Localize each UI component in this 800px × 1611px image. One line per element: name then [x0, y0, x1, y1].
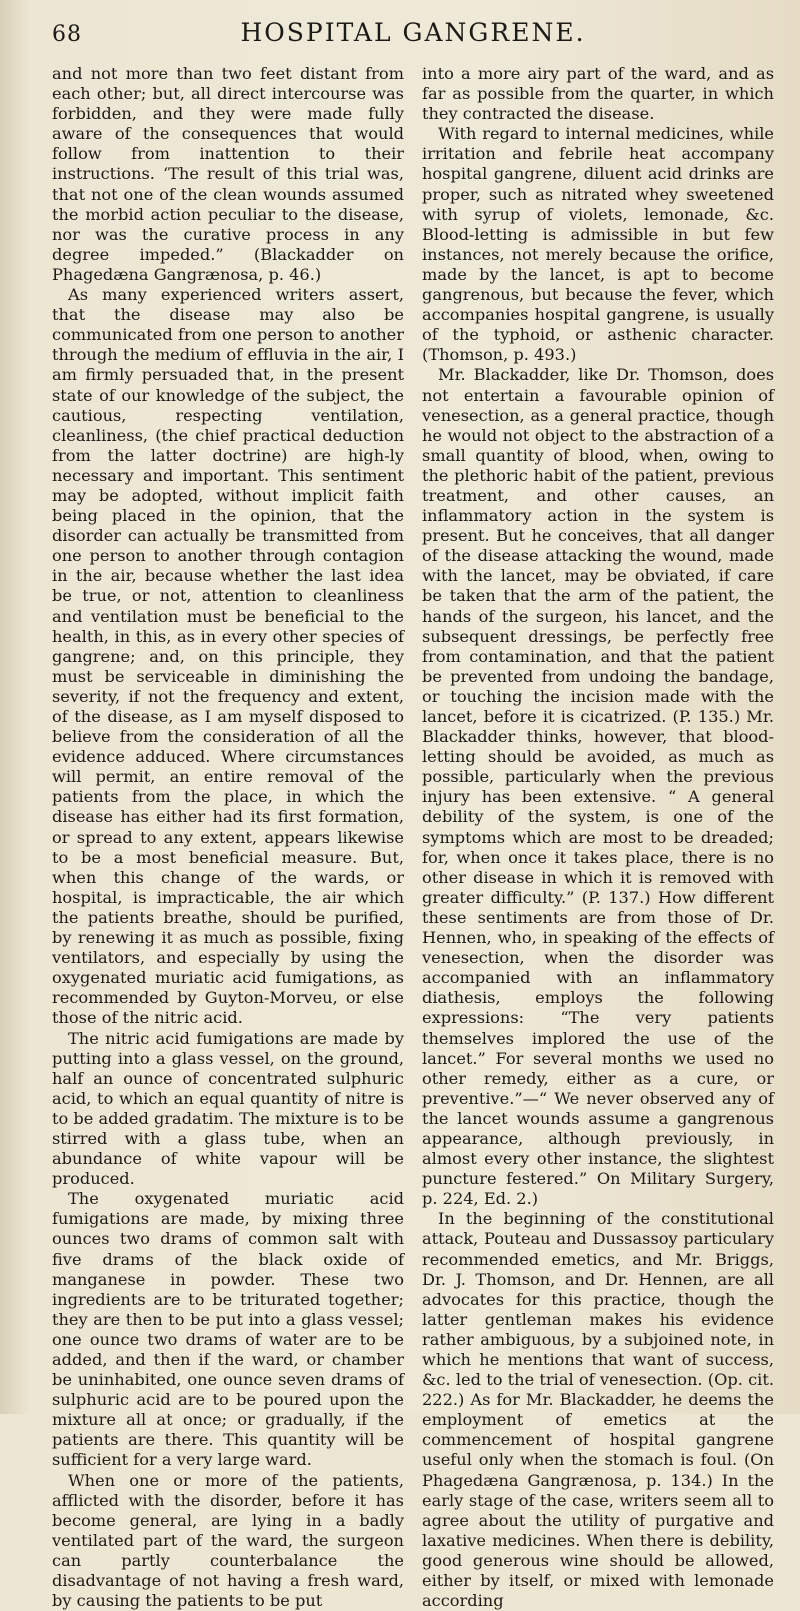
right-column	[422, 64, 774, 1611]
text-columns	[52, 64, 774, 1611]
paragraph: In the beginning of the constitutional attack, Pouteau and Dussassoy particulary recommended emetics, and Mr. Briggs, Dr. J. Thomson, and Dr. Hennen, are all advocates for this practice, though the latter gentleman makes his evidence rather ambiguous, by a subjoined note, in which he mentions that want of success, &c. led to the trial of venesection. (Op. cit. 222.) As for Mr. Blackadder, he deems the employment of emetics at the commencement of hospital gangrene useful only when the stomach is foul. (On Phagedæna Gangrænosa, p. 134.) In the early stage of the case, writers seem all to agree about the utility of purgative and laxative medicines. When there is debility, good generous wine should be allowed, either by itself, or mixed with lemonade according	[422, 1209, 774, 1611]
paragraph: Mr. Blackadder, like Dr. Thomson, does not entertain a favourable opinion of venesection, as a general practice, though he would not object to the abstraction of a small quantity of blood, when, owing to the plethoric habit of the patient, previous treatment, and other causes, an inflammatory action in the system is present. But he conceives, that all danger of the disease attacking the wound, made with the lancet, may be obviated, if care be taken that the arm of the patient, the hands of the surgeon, his lancet, and the subsequent dressings, be perfectly free from contamination, and that the patient be prevented from undoing the bandage, or touching the incision made with the lancet, before it is cicatrized. (P. 135.) Mr. Blackadder thinks, however, that blood-letting should be avoided, as much as possible, particularly when the previous injury has been extensive. “ A general debility of the system, is one of the symptoms which are most to be dreaded; for, when once it takes place, there is no other disease in which it is removed with greater difficulty.” (P. 137.) How different these sentiments are from those of Dr. Hennen, who, in speaking of the effects of venesection, when the disorder was accompanied with an inflammatory diathesis, employs the following expressions: “The very patients themselves implored the use of the lancet.” For several months we used no other remedy, either as a cure, or preventive.”—“ We never observed any of the lancet wounds assume a gangrenous appearance, although previously, in almost every other instance, the slightest puncture festered.” On Military Surgery, p. 224, Ed. 2.)	[422, 365, 774, 1209]
running-head: HOSPITAL GANGRENE.	[240, 18, 586, 47]
page-header	[52, 18, 774, 54]
paragraph: When one or more of the patients, afflicted with the disorder, before it has become general, are lying in a badly ventilated part of the ward, the surgeon can partly counterbalance the disadvantage of not having a fresh ward, by causing the patients to be put	[52, 1470, 404, 1611]
paragraph: The oxygenated muriatic acid fumigations are made, by mixing three ounces two drams of common salt with five drams of the black oxide of manganese in powder. These two ingredients are to be triturated together; they are then to be put into a glass vessel; one ounce two drams of water are to be added, and then if the ward, or chamber be uninhabited, one ounce seven drams of sulphuric acid are to be poured upon the mixture all at once; or gradually, if the patients are there. This quantity will be sufficient for a very large ward.	[52, 1189, 404, 1470]
left-column	[52, 64, 404, 1611]
page-number: 68	[52, 22, 82, 47]
paragraph: The nitric acid fumigations are made by putting into a glass vessel, on the ground, half an ounce of concentrated sulphuric acid, to which an equal quantity of nitre is to be added gradatim. The mixture is to be stirred with a glass tube, when an abundance of white vapour will be produced.	[52, 1028, 404, 1189]
paragraph: and not more than two feet distant from each other; but, all direct intercourse was forbidden, and they were made fully aware of the consequences that would follow from inattention to their instructions. ‘The result of this trial was, that not one of the clean wounds assumed the morbid action peculiar to the disease, nor was the curative process in any degree impeded.” (Blackadder on Phagedæna Gangrænosa, p. 46.)	[52, 64, 404, 284]
paragraph: into a more airy part of the ward, and as far as possible from the quarter, in which they contracted the disease.	[422, 64, 774, 124]
paragraph: With regard to internal medicines, while irritation and febrile heat accompany hospital gangrene, diluent acid drinks are proper, such as nitrated whey sweetened with syrup of violets, lemonade, &c. Blood-letting is admissible in but few instances, not merely because the orifice, made by the lancet, is apt to become gangrenous, but because the fever, which accompanies hospital gangrene, is usually of the typhoid, or asthenic character. (Thomson, p. 493.)	[422, 124, 774, 365]
paragraph: As many experienced writers assert, that the disease may also be communicated from one person to another through the medium of effluvia in the air, I am firmly persuaded that, in the present state of our knowledge of the subject, the cautious, respecting ventilation, cleanliness, (the chief practical deduction from the latter doctrine) are high-ly necessary and important. This sentiment may be adopted, without implicit faith being placed in the opinion, that the disorder can actually be transmitted from one person to another through contagion in the air, because whether the last idea be true, or not, attention to cleanliness and ventilation must be beneficial to the health, in this, as in every other species of gangrene; and, on this principle, they must be serviceable in diminishing the severity, if not the frequency and extent, of the disease, as I am myself disposed to believe from the consideration of all the evidence adduced. Where circumstances will permit, an entire removal of the patients from the place, in which the disease has either had its first formation, or spread to any extent, appears likewise to be a most beneficial measure. But, when this change of the wards, or hospital, is impracticable, the air which the patients breathe, should be purified, by renewing it as much as possible, fixing ventilators, and especially by using the oxygenated muriatic acid fumigations, as recommended by Guyton-Morveu, or else those of the nitric acid.	[52, 285, 404, 1028]
